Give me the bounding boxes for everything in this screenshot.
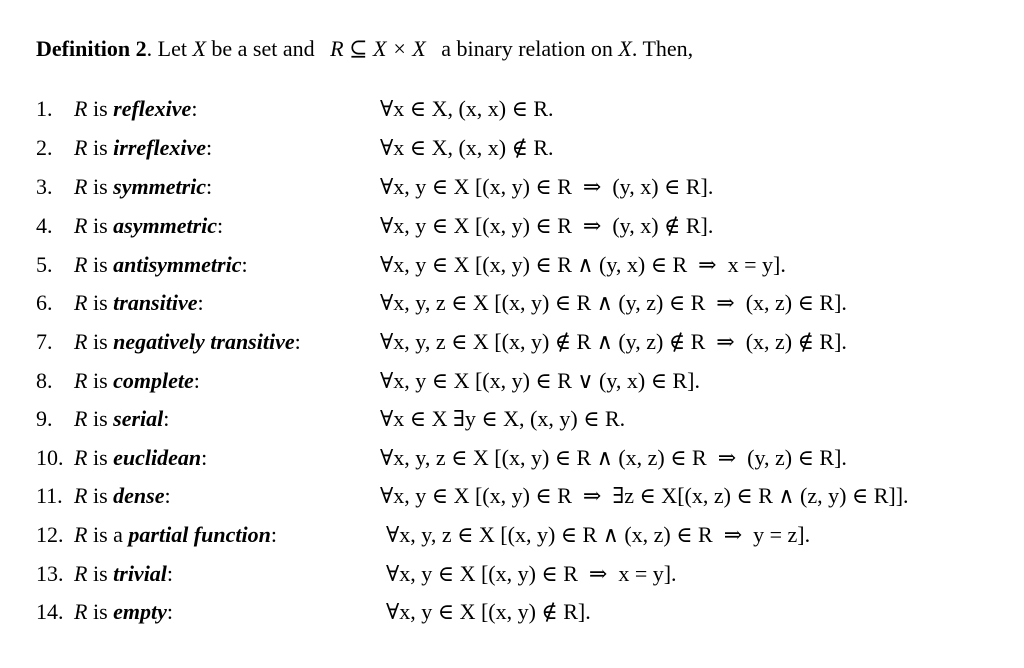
item-formula: ∀x ∈ X, (x, x) ∈ R.: [380, 96, 554, 121]
item-subject: R: [74, 368, 88, 393]
item-colon: :: [270, 522, 277, 547]
item-connector: is: [87, 252, 114, 277]
item-formula: ∀x, y ∈ X [(x, y) ∈ R ⇒ (y, x) ∉ R].: [380, 213, 714, 238]
item-description: [74, 599, 173, 625]
item-formula: ∀x, y ∈ X [(x, y) ∈ R ⇒ ∃z ∈ X[(x, z) ∈ R ∧ (z, y) ∈ R]].: [380, 483, 909, 508]
item-number: 10.: [36, 445, 64, 470]
item-connector: is: [87, 483, 114, 508]
item-description: [74, 445, 207, 471]
item-formula: ∀x, y, z ∈ X [(x, y) ∈ R ∧ (x, z) ∈ R ⇒ (y, z) ∈ R].: [380, 445, 847, 470]
item-number: 13.: [36, 561, 64, 586]
list-item: [36, 483, 996, 517]
item-subject: R: [74, 561, 88, 586]
heading-var-x: X: [192, 36, 206, 61]
heading-text-b: be a set and: [205, 36, 321, 61]
item-term: reflexive: [113, 96, 192, 121]
item-colon: :: [217, 213, 224, 238]
list-item: [36, 406, 996, 440]
item-description: [74, 368, 200, 394]
definition-heading: [36, 36, 693, 62]
item-connector: is: [87, 329, 114, 354]
item-description: [74, 174, 212, 200]
item-number: 8.: [36, 368, 53, 393]
item-connector: is: [87, 290, 114, 315]
item-connector: is: [87, 599, 114, 624]
item-colon: :: [166, 561, 174, 586]
item-colon: :: [197, 290, 204, 315]
item-connector: is: [87, 368, 114, 393]
item-formula: ∀x, y ∈ X [(x, y) ∉ R].: [386, 599, 591, 624]
item-colon: :: [166, 599, 174, 624]
list-item: [36, 213, 996, 247]
item-formula: ∀x, y, z ∈ X [(x, y) ∈ R ∧ (y, z) ∈ R ⇒ (x, z) ∈ R].: [380, 290, 847, 315]
item-subject: R: [74, 252, 88, 277]
list-item: [36, 290, 996, 324]
item-formula: ∀x, y, z ∈ X [(x, y) ∉ R ∧ (y, z) ∉ R ⇒ (x, z) ∉ R].: [380, 329, 847, 354]
item-subject: R: [74, 599, 88, 624]
heading-text-a: . Let: [146, 36, 193, 61]
item-description: [74, 213, 223, 239]
list-item: [36, 522, 996, 556]
item-number: 5.: [36, 252, 53, 277]
item-colon: :: [164, 483, 171, 508]
item-number: 11.: [36, 483, 63, 508]
item-number: 3.: [36, 174, 53, 199]
item-term: dense: [113, 483, 165, 508]
item-term: serial: [113, 406, 164, 431]
item-term: trivial: [113, 561, 167, 586]
item-term: partial function: [128, 522, 271, 547]
item-term: symmetric: [113, 174, 207, 199]
item-colon: :: [294, 329, 301, 354]
item-number: 12.: [36, 522, 64, 547]
item-connector: is: [87, 174, 114, 199]
item-subject: R: [74, 483, 88, 508]
item-number: 4.: [36, 213, 53, 238]
heading-text-c: a binary relation on: [435, 36, 619, 61]
item-colon: :: [206, 135, 213, 160]
item-number: 6.: [36, 290, 53, 315]
list-item: [36, 368, 996, 402]
list-item: [36, 599, 996, 633]
item-subject: R: [74, 96, 88, 121]
item-description: [74, 135, 212, 161]
item-term: antisymmetric: [113, 252, 242, 277]
item-connector: is: [87, 445, 114, 470]
item-connector: is: [87, 561, 114, 586]
item-colon: :: [193, 368, 200, 393]
item-term: complete: [113, 368, 194, 393]
item-formula: ∀x ∈ X ∃y ∈ X, (x, y) ∈ R.: [380, 406, 626, 431]
list-item: [36, 252, 996, 286]
item-connector: is: [87, 213, 114, 238]
list-item: [36, 445, 996, 479]
list-item: [36, 135, 996, 169]
item-formula: ∀x ∈ X, (x, x) ∉ R.: [380, 135, 554, 160]
item-connector: is a: [87, 522, 129, 547]
list-item: [36, 174, 996, 208]
heading-relation: R ⊆ X × X: [330, 36, 426, 61]
heading-text-d: . Then,: [631, 36, 694, 61]
item-subject: R: [74, 135, 88, 160]
item-number: 7.: [36, 329, 53, 354]
item-connector: is: [87, 96, 114, 121]
item-term: transitive: [113, 290, 198, 315]
item-description: [74, 406, 169, 432]
item-description: [74, 522, 277, 548]
item-colon: :: [191, 96, 198, 121]
item-subject: R: [74, 522, 88, 547]
list-item: [36, 96, 996, 130]
item-number: 1.: [36, 96, 53, 121]
definition-label: Definition 2: [36, 36, 147, 61]
item-description: [74, 290, 204, 316]
item-number: 14.: [36, 599, 64, 624]
item-number: 2.: [36, 135, 53, 160]
item-connector: is: [87, 135, 114, 160]
item-subject: R: [74, 213, 88, 238]
item-colon: :: [241, 252, 248, 277]
item-formula: ∀x, y ∈ X [(x, y) ∈ R ⇒ (y, x) ∈ R].: [380, 174, 714, 199]
item-formula: ∀x, y ∈ X [(x, y) ∈ R ∨ (y, x) ∈ R].: [380, 368, 700, 393]
item-subject: R: [74, 329, 88, 354]
item-subject: R: [74, 445, 88, 470]
item-description: [74, 483, 171, 509]
item-term: empty: [113, 599, 167, 624]
heading-var-x2: X: [618, 36, 632, 61]
item-term: euclidean: [113, 445, 202, 470]
item-description: [74, 96, 197, 122]
item-subject: R: [74, 290, 88, 315]
item-formula: ∀x, y, z ∈ X [(x, y) ∈ R ∧ (x, z) ∈ R ⇒ y = z].: [386, 522, 811, 547]
item-colon: :: [206, 174, 213, 199]
item-description: [74, 329, 301, 355]
item-term: irreflexive: [113, 135, 206, 160]
item-formula: ∀x, y ∈ X [(x, y) ∈ R ⇒ x = y].: [386, 561, 677, 586]
item-colon: :: [163, 406, 170, 431]
item-connector: is: [87, 406, 114, 431]
item-term: negatively transitive: [113, 329, 295, 354]
item-term: asymmetric: [113, 213, 218, 238]
item-number: 9.: [36, 406, 53, 431]
item-subject: R: [74, 174, 88, 199]
item-description: [74, 561, 173, 587]
item-description: [74, 252, 248, 278]
list-item: [36, 329, 996, 363]
item-colon: :: [201, 445, 208, 470]
item-subject: R: [74, 406, 88, 431]
list-item: [36, 561, 996, 595]
item-formula: ∀x, y ∈ X [(x, y) ∈ R ∧ (y, x) ∈ R ⇒ x = y].: [380, 252, 786, 277]
